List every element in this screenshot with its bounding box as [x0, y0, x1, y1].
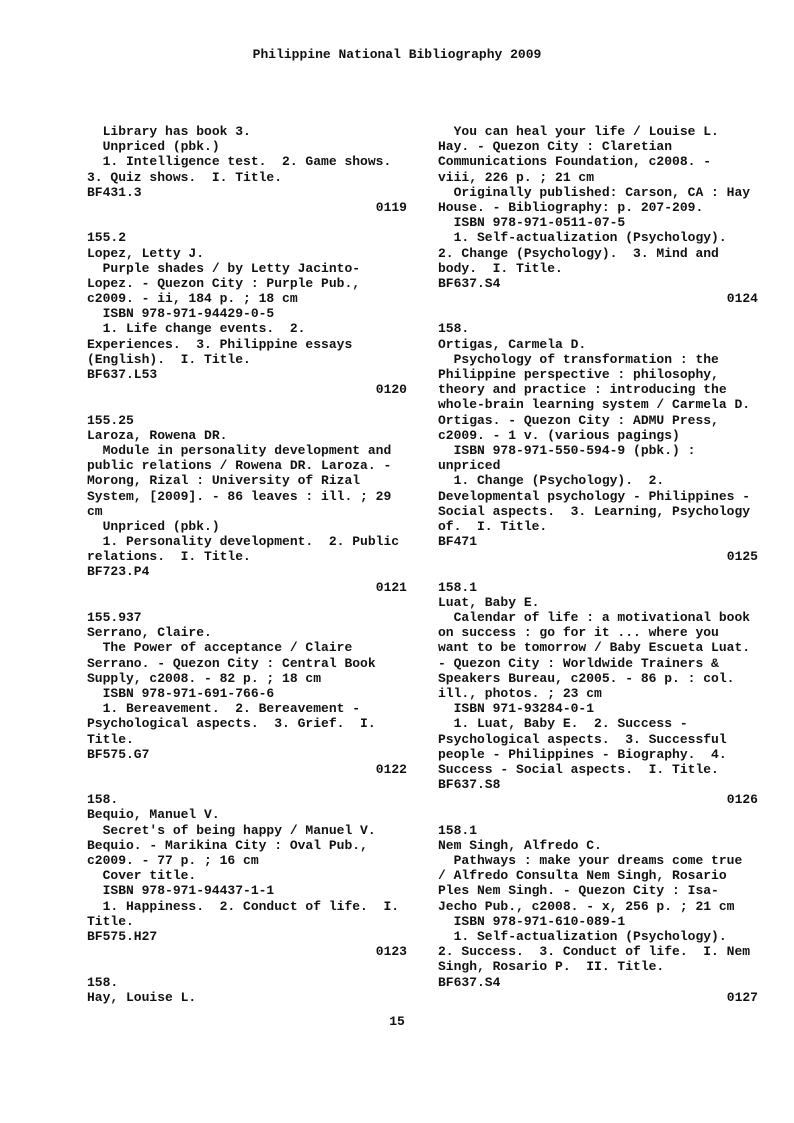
entry-line: Calendar of life : a motivational book	[438, 610, 751, 625]
entry-line: - Quezon City : Worldwide Trainers &	[438, 655, 719, 671]
entry-line: House. - Bibliography: p. 207-209.	[438, 199, 704, 215]
entry-line: Title.	[87, 913, 134, 929]
entry-spacer	[87, 777, 407, 792]
bibliography-entry	[87, 610, 407, 792]
entry-line: 2. Success. 3. Conduct of life. I. Nem	[438, 944, 751, 960]
entry-line: theory and practice : introducing the	[438, 382, 727, 398]
right-column	[438, 124, 758, 1020]
entry-line: Ples Nem Singh. - Quezon City : Isa-	[438, 883, 719, 899]
entry-line: Library has book 3.	[87, 124, 251, 139]
entry-number: 0120	[375, 382, 407, 398]
entry-spacer	[87, 595, 407, 610]
entry-line: 1. Life change events. 2.	[87, 321, 306, 337]
entry-spacer	[87, 959, 407, 974]
entry-spacer	[438, 807, 758, 822]
entry-line: want to be tomorrow / Baby Escueta Luat.	[438, 640, 751, 656]
entry-line: Bequio. - Marikina City : Oval Pub.,	[87, 837, 368, 853]
entry-line: 158.	[438, 321, 470, 337]
entry-line: whole-brain learning system / Carmela D.	[438, 397, 751, 413]
entry-line: ISBN 971-93284-0-1	[438, 701, 595, 717]
entry-line: 1. Self-actualization (Psychology).	[438, 928, 727, 944]
entry-line: viii, 226 p. ; 21 cm	[438, 169, 595, 185]
bibliography-entry	[87, 124, 407, 230]
entry-line: Unpriced (pbk.)	[87, 139, 220, 155]
entry-line: Hay. - Quezon City : Claretian	[438, 139, 673, 155]
entry-line: public relations / Rowena DR. Laroza. -	[87, 458, 392, 474]
entry-line: unpriced	[438, 458, 501, 474]
entry-line: c2009. - 1 v. (various pagings)	[438, 427, 680, 443]
entry-line: Psychological aspects. 3. Grief. I.	[87, 716, 376, 732]
bibliography-entry	[87, 792, 407, 974]
entry-line: Bequio, Manuel V.	[87, 807, 220, 823]
entry-line: 155.937	[87, 610, 142, 625]
entry-line: Purple shades / by Letty Jacinto-	[87, 260, 361, 276]
entry-line: ISBN 978-971-0511-07-5	[438, 215, 626, 231]
entry-line: relations. I. Title.	[87, 549, 251, 565]
entry-line: BF637.S4	[438, 275, 501, 291]
entry-line: Success - Social aspects. I. Title.	[438, 761, 719, 777]
entry-line: 158.1	[438, 579, 478, 595]
entry-number: 0121	[375, 579, 407, 595]
entry-line: 1. Luat, Baby E. 2. Success -	[438, 716, 688, 732]
entry-line: Hay, Louise L.	[87, 989, 197, 1005]
entry-line: Unpriced (pbk.)	[87, 518, 220, 534]
entry-line: Pathways : make your dreams come true	[438, 853, 743, 868]
bibliography-entry	[87, 230, 407, 412]
entry-line: Jecho Pub., c2008. - x, 256 p. ; 21 cm	[438, 898, 735, 914]
entry-line: ISBN 978-971-610-089-1	[438, 913, 626, 929]
entry-line: / Alfredo Consulta Nem Singh, Rosario	[438, 868, 727, 884]
entry-line: Lopez, Letty J.	[87, 245, 205, 261]
entry-line: 2. Change (Psychology). 3. Mind and	[438, 245, 719, 261]
entry-number: 0126	[726, 792, 758, 808]
entry-line: BF431.3	[87, 184, 142, 200]
entry-line: Developmental psychology - Philippines -	[438, 488, 751, 504]
entry-line: 158.	[87, 974, 119, 990]
bibliography-entry	[438, 321, 758, 579]
entry-line: 1. Personality development. 2. Public	[87, 534, 400, 550]
page-number: 15	[389, 1014, 405, 1029]
bibliography-entry	[438, 124, 758, 321]
entry-line: BF723.P4	[87, 564, 150, 580]
entry-line: (English). I. Title.	[87, 351, 251, 367]
entry-line: BF471	[438, 534, 478, 550]
entry-line: Title.	[87, 731, 134, 747]
entry-line: people - Philippines - Biography. 4.	[438, 746, 727, 762]
entry-spacer	[87, 397, 407, 412]
entry-line: BF637.L53	[87, 367, 158, 382]
entry-line: BF637.S4	[438, 974, 501, 990]
entry-line: Serrano, Claire.	[87, 625, 212, 641]
bibliography-entry	[87, 975, 407, 1005]
entry-line: Cover title.	[87, 868, 197, 884]
entry-line: Philippine perspective : philosophy,	[438, 367, 719, 382]
entry-line: 1. Bereavement. 2. Bereavement -	[87, 701, 361, 717]
entry-spacer	[438, 564, 758, 579]
entry-line: Psychological aspects. 3. Successful	[438, 731, 727, 747]
entry-line: 158.1	[438, 822, 478, 838]
entry-line: Singh, Rosario P. II. Title.	[438, 959, 665, 975]
entry-line: Experiences. 3. Philippine essays	[87, 336, 353, 352]
page-header-title: Philippine National Bibliography 2009	[252, 47, 542, 62]
entry-line: 1. Self-actualization (Psychology).	[438, 230, 727, 246]
entry-line: c2009. - 77 p. ; 16 cm	[87, 853, 259, 868]
entry-line: ill., photos. ; 23 cm	[438, 685, 602, 701]
entry-line: BF637.S8	[438, 777, 501, 793]
entry-number: 0119	[375, 199, 407, 215]
entry-line: Morong, Rizal : University of Rizal	[87, 473, 361, 489]
entry-line: ISBN 978-971-94437-1-1	[87, 883, 275, 899]
entry-line: Speakers Bureau, c2005. - 86 p. : col.	[438, 670, 735, 686]
entry-line: 3. Quiz shows. I. Title.	[87, 169, 283, 185]
entry-line: of. I. Title.	[438, 518, 548, 534]
entry-number: 0122	[375, 761, 407, 777]
entry-line: on success : go for it ... where you	[438, 625, 719, 641]
entry-line: 1. Happiness. 2. Conduct of life. I.	[87, 898, 400, 914]
entry-number: 0123	[375, 944, 407, 960]
entry-line: body. I. Title.	[438, 260, 563, 276]
entry-line: Luat, Baby E.	[438, 594, 540, 610]
entry-line: Supply, c2008. - 82 p. ; 18 cm	[87, 670, 322, 686]
entry-line: Laroza, Rowena DR.	[87, 427, 228, 443]
bibliography-entry	[438, 580, 758, 823]
entry-line: Nem Singh, Alfredo C.	[438, 837, 602, 853]
entry-spacer	[87, 215, 407, 230]
entry-line: 158.	[87, 792, 119, 808]
entry-line: The Power of acceptance / Claire	[87, 640, 353, 656]
entry-line: BF575.H27	[87, 928, 158, 944]
entry-line: 155.2	[87, 230, 127, 246]
entry-line: Secret's of being happy / Manuel V.	[87, 822, 376, 838]
entry-line: BF575.G7	[87, 746, 150, 762]
entry-line: cm	[87, 503, 103, 519]
entry-line: ISBN 978-971-94429-0-5	[87, 306, 275, 322]
entry-line: c2009. - ii, 184 p. ; 18 cm	[87, 291, 298, 307]
entry-line: You can heal your life / Louise L.	[438, 124, 719, 139]
entry-line: ISBN 978-971-691-766-6	[87, 685, 275, 701]
entry-number: 0124	[726, 291, 758, 307]
entry-line: 1. Change (Psychology). 2.	[438, 473, 665, 489]
entry-line: Ortigas, Carmela D.	[438, 336, 587, 352]
entry-line: Module in personality development and	[87, 442, 392, 458]
entry-line: ISBN 978-971-550-594-9 (pbk.) :	[438, 442, 696, 458]
entry-line: Social aspects. 3. Learning, Psychology	[438, 503, 751, 519]
entry-line: Originally published: Carson, CA : Hay	[438, 184, 751, 200]
entry-line: Communications Foundation, c2008. -	[438, 154, 712, 170]
entry-line: System, [2009]. - 86 leaves : ill. ; 29	[87, 488, 392, 504]
entry-line: 155.25	[87, 412, 134, 428]
entry-line: Serrano. - Quezon City : Central Book	[87, 655, 376, 671]
bibliography-entry	[438, 823, 758, 1020]
entry-number: 0125	[726, 549, 758, 565]
left-column	[87, 124, 407, 1005]
entry-line: Lopez. - Quezon City : Purple Pub.,	[87, 275, 361, 291]
entry-line: 1. Intelligence test. 2. Game shows.	[87, 154, 392, 170]
entry-number: 0127	[726, 989, 758, 1005]
entry-spacer	[438, 306, 758, 321]
entry-line: Ortigas. - Quezon City : ADMU Press,	[438, 412, 719, 428]
entry-line: Psychology of transformation : the	[438, 351, 719, 367]
bibliography-entry	[87, 413, 407, 610]
